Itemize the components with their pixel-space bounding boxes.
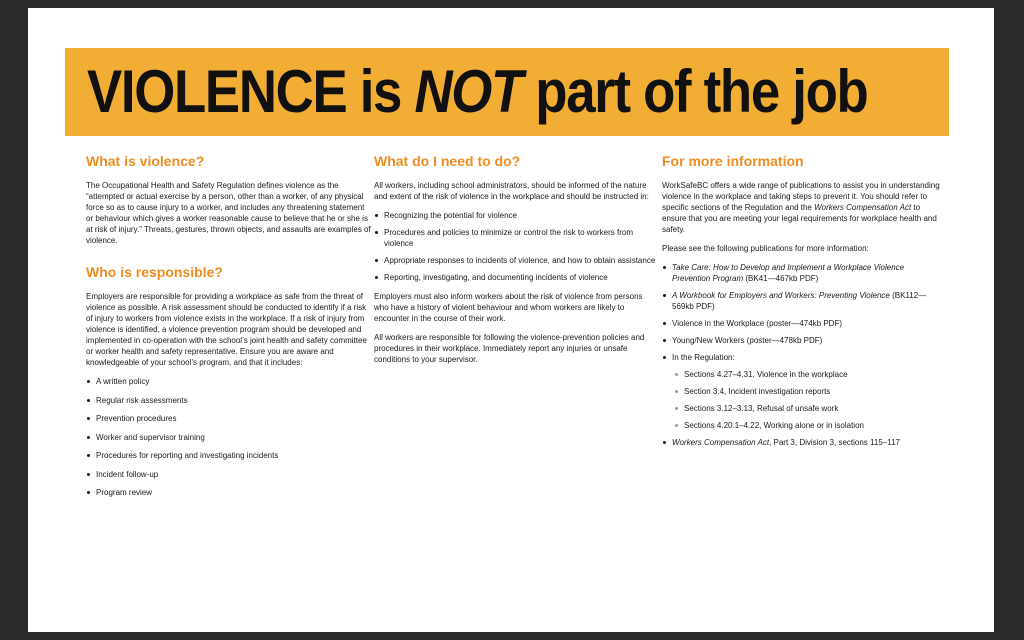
publication-link-workbook[interactable]: A Workbook for Employers and Workers: Preventing Violence (BK112—569kb PDF) bbox=[662, 290, 944, 312]
heading-who-is-responsible: Who is responsible? bbox=[86, 264, 223, 280]
regulation-link[interactable]: Sections 4.27–4.31, Violence in the workplace bbox=[672, 369, 944, 380]
document-page bbox=[28, 8, 994, 632]
list-item: Regular risk assessments bbox=[86, 395, 371, 406]
regulation-link[interactable]: Sections 3.12–3.13, Refusal of unsafe work bbox=[672, 403, 944, 414]
heading-what-is-violence: What is violence? bbox=[86, 153, 205, 169]
list-item: Prevention procedures bbox=[86, 413, 371, 424]
title-banner bbox=[65, 48, 949, 136]
list-item: A written policy bbox=[86, 376, 371, 387]
regulation-item: In the Regulation: Sections 4.27–4.31, Violence in the workplace Section 3.4, Incident investigation reports Sections 3.12–3.13, Refusal of unsafe work Sections 4.20.1–4.22, Working alone or in isolation bbox=[662, 352, 944, 431]
list-item: Worker and supervisor training bbox=[86, 432, 371, 443]
list-item: Procedures and policies to minimize or control the risk to workers from violence bbox=[374, 227, 656, 249]
column-what-do-i-need-to-do bbox=[374, 153, 656, 373]
publications-lead: Please see the following publications for more information: bbox=[662, 244, 869, 253]
list-item: Reporting, investigating, and documenting incidents of violence bbox=[374, 272, 656, 283]
regulation-link[interactable]: Sections 4.20.1–4.22, Working alone or in isolation bbox=[672, 420, 944, 431]
list-item: Recognizing the potential for violence bbox=[374, 210, 656, 221]
instruction-intro: All workers, including school administrators, should be informed of the nature and extent of the risk of violence in the workplace and should be instructed in: bbox=[374, 181, 649, 201]
responsibility-text: Employers are responsible for providing a workplace as safe from the threat of violence as possible. A risk assessment should be conducted to identify if a risk of injury to workers from violence exists in the workplace. If a risk of injury from violence is identified, a violence prevention program should be developed and implemented in co-operation with the school’s joint health and safety committee or worker health and safety representative. Ensure you are aware and knowledgeable of your school’s program, and that it includes: bbox=[86, 292, 367, 367]
title-part-1: VIOLENCE is bbox=[87, 58, 415, 125]
violence-definition: The Occupational Health and Safety Regulation defines violence as the “attempted or actual exercise by a person, other than a worker, of any physical force so as to cause injury to a worker, and includes any threatening statement or behaviour which gives a worker reasonable cause to believe that he or she is at risk of injury.” Threats, gestures, thrown objects, and assaults are examples of violence. bbox=[86, 181, 371, 245]
page-title bbox=[87, 57, 867, 127]
list-item: Procedures for reporting and investigating incidents bbox=[86, 450, 371, 461]
list-item: Incident follow-up bbox=[86, 469, 371, 480]
list-item: Appropriate responses to incidents of violence, and how to obtain assistance bbox=[374, 255, 656, 266]
instruction-list bbox=[374, 210, 656, 283]
heading-more-information: For more information bbox=[662, 153, 804, 169]
column-more-information bbox=[662, 153, 944, 456]
worker-responsibility-text: All workers are responsible for following the violence-prevention policies and procedures in their workplace. Immediately report any injuries or unsafe conditions to your supervisor. bbox=[374, 333, 645, 364]
list-item: Program review bbox=[86, 487, 371, 498]
regulation-link[interactable]: Section 3.4, Incident investigation reports bbox=[672, 386, 944, 397]
publication-link-young-workers-poster[interactable]: Young/New Workers (poster—478kb PDF) bbox=[662, 335, 944, 346]
heading-what-do-i-need-to-do: What do I need to do? bbox=[374, 153, 521, 169]
employer-inform-text: Employers must also inform workers about the risk of violence from persons who have a history of violent behaviour and whom workers are likely to encounter in the course of their work. bbox=[374, 292, 643, 323]
title-part-2: part of the job bbox=[521, 58, 868, 125]
publication-link-take-care[interactable]: Take Care: How to Develop and Implement a Workplace Violence Prevention Program (BK41—467kb PDF) bbox=[662, 262, 944, 284]
title-emphasis: NOT bbox=[414, 58, 522, 125]
regulation-sections-list bbox=[672, 369, 944, 431]
column-what-is-violence bbox=[86, 153, 371, 506]
publication-link-violence-poster[interactable]: Violence in the Workplace (poster—474kb PDF) bbox=[662, 318, 944, 329]
publications-intro: WorkSafeBC offers a wide range of publications to assist you in understanding violence in the workplace and taking steps to prevent it. You should refer to specific sections of the Regulation and the Workers Compensation Act to ensure that you are meeting your legal requirements for workplace health and safety. bbox=[662, 181, 940, 234]
program-components-list bbox=[86, 376, 371, 498]
publication-link-compensation-act[interactable]: Workers Compensation Act, Part 3, Division 3, sections 115–117 bbox=[662, 437, 944, 448]
publications-list bbox=[662, 262, 944, 448]
